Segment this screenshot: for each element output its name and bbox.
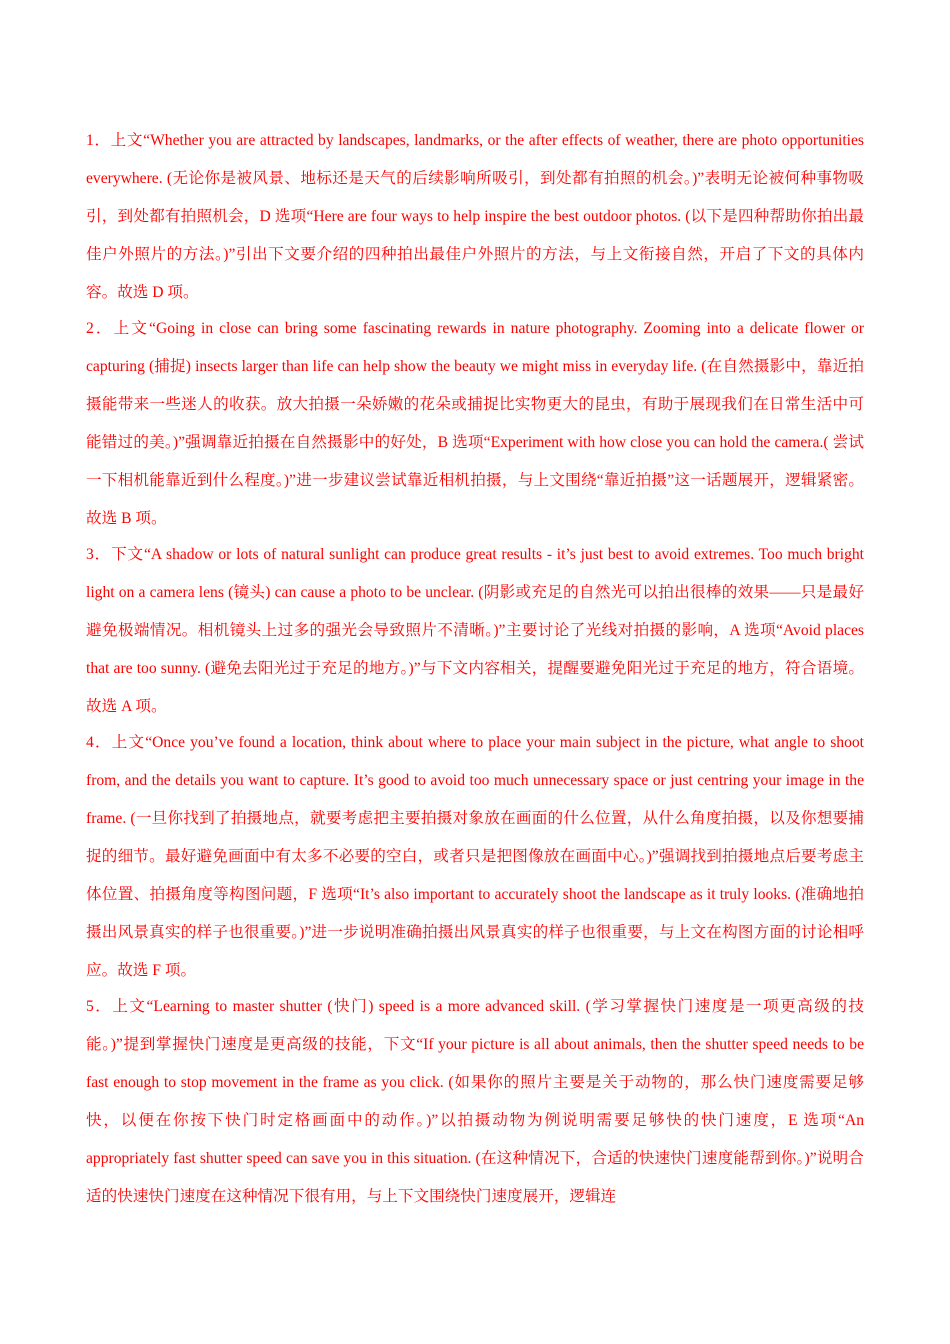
answer-explanations [86, 122, 864, 1216]
explanation-paragraph-3: 3．下文“A shadow or lots of natural sunlight can produce great results - it’s just best to avoid extremes. Too much bright light on a camera lens (镜头) can cause a photo to be unclear. (阴影或充足的自然光可以拍出很棒的效果——只是最好避免极端情况。相机镜头上过多的强光会导致照片不清晰。)”主要讨论了光线对拍摄的影响，A 选项“Avoid places that are too sunny. (避免去阳光过于充足的地方。)”与下文内容相关，提醒要避免阳光过于充足的地方，符合语境。故选 A 项。 [86, 546, 864, 715]
explanation-paragraph-4: 4．上文“Once you’ve found a location, think about where to place your main subject in the picture, what angle to shoot from, and the details you want to capture. It’s good to avoid too much unnecessary space or just centring your image in the frame. (一旦你找到了拍摄地点，就要考虑把主要拍摄对象放在画面的什么位置，从什么角度拍摄，以及你想要捕捉的细节。最好避免画面中有太多不必要的空白，或者只是把图像放在画面中心。)”强调找到拍摄地点后要考虑主体位置、拍摄角度等构图问题，F 选项“It’s also important to accurately shoot the landscape as it truly looks. (准确地拍摄出风景真实的样子也很重要。)”进一步说明准确拍摄出风景真实的样子也很重要，与上文在构图方面的讨论相呼应。故选 F 项。 [86, 734, 864, 979]
explanation-paragraph-5: 5．上文“Learning to master shutter (快门) speed is a more advanced skill. (学习掌握快门速度是一项更高级的技能。)”提到掌握快门速度是更高级的技能，下文“If your picture is all about animals, then the shutter speed needs to be fast enough to stop movement in the frame as you click. (如果你的照片主要是关于动物的，那么快门速度需要足够快，以便在你按下快门时定格画面中的动作。)”以拍摄动物为例说明需要足够快的快门速度，E 选项“An appropriately fast shutter speed can save you in this situation. (在这种情况下，合适的快速快门速度能帮到你。)”说明合适的快速快门速度在这种情况下很有用，与上下文围绕快门速度展开，逻辑连 [86, 998, 864, 1205]
explanation-paragraph-2: 2．上文“Going in close can bring some fascinating rewards in nature photography. Zooming into a delicate flower or capturing (捕捉) insects larger than life can help show the beauty we might miss in everyday life. (在自然摄影中，靠近拍摄能带来一些迷人的收获。放大拍摄一朵娇嫩的花朵或捕捉比实物更大的昆虫，有助于展现我们在日常生活中可能错过的美。)”强调靠近拍摄在自然摄影中的好处，B 选项“Experiment with how close you can hold the camera.( 尝试一下相机能靠近到什么程度。)”进一步建议尝试靠近相机拍摄，与上文围绕“靠近拍摄”这一话题展开，逻辑紧密。故选 B 项。 [86, 320, 864, 527]
explanation-paragraph-1: 1．上文“Whether you are attracted by landscapes, landmarks, or the after effects of weather, there are photo opportunities everywhere. (无论你是被风景、地标还是天气的后续影响所吸引，到处都有拍照的机会。)”表明无论被何种事物吸引，到处都有拍照机会，D 选项“Here are four ways to help inspire the best outdoor photos. (以下是四种帮助你拍出最佳户外照片的方法。)”引出下文要介绍的四种拍出最佳户外照片的方法，与上文衔接自然，开启了下文的具体内容。故选 D 项。 [86, 132, 864, 301]
